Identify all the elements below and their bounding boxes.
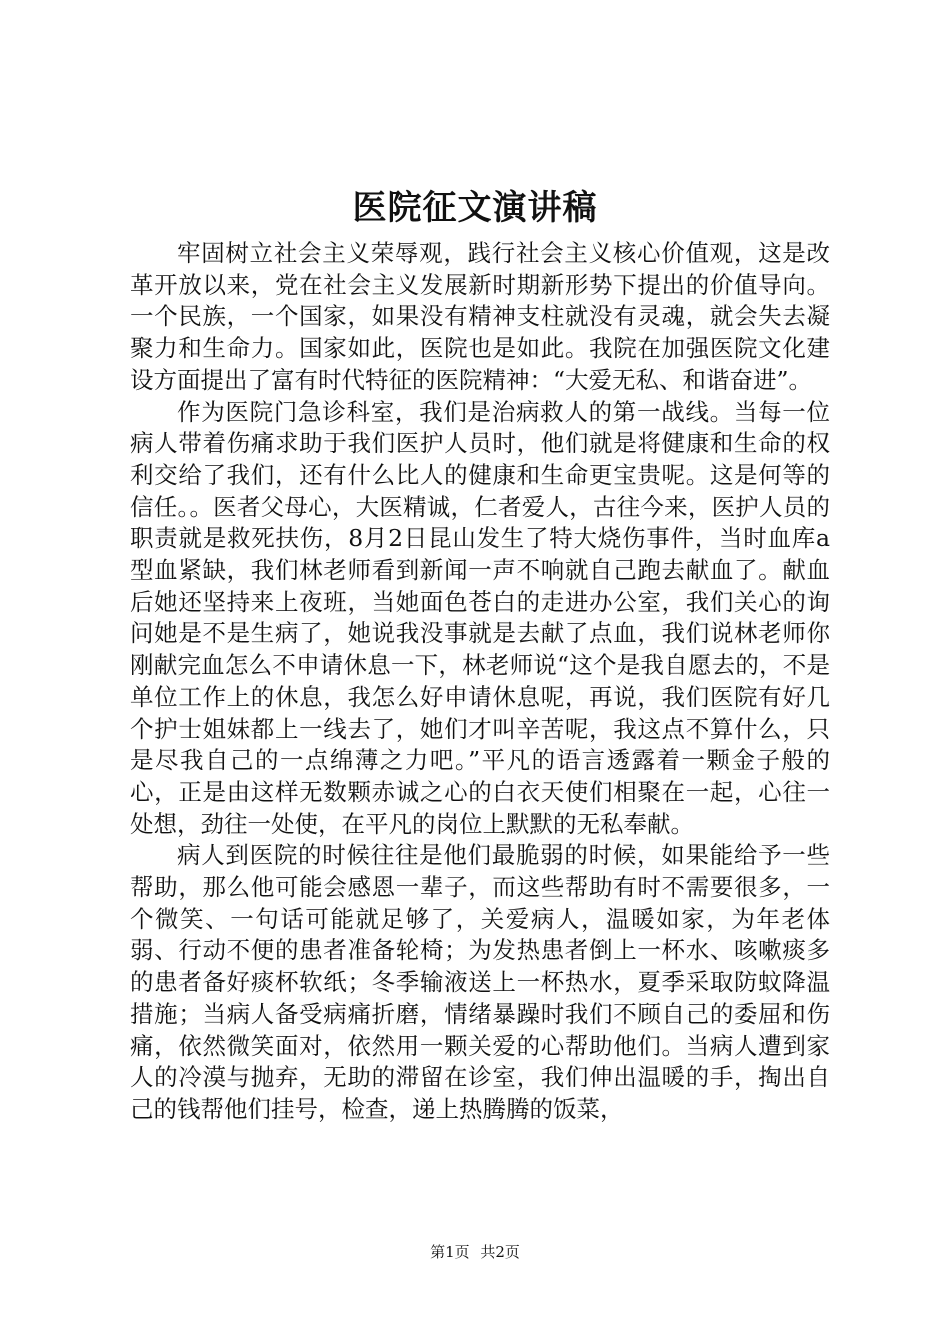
- page-total: 共2页: [480, 1243, 520, 1261]
- page-number: 第1页: [430, 1243, 470, 1261]
- paragraph-2: 作为医院门急诊科室，我们是治病救人的第一战线。当每一位病人带着伤痛求助于我们医护人员时，他们就是将健康和生命的权利交给了我们，还有什么比人的健康和生命更宝贵呢。这是何等的信任。。医者父母心，大医精诚，仁者爱人，古往今来，医护人员的职责就是救死扶伤，8月2日昆山发生了特大烧伤事件，当时血库a型血紧缺，我们林老师看到新闻一声不响就自己跑去献血了。献血后她还坚持来上夜班，当她面色苍白的走进办公室，我们关心的询问她是不是生病了，她说我没事就是去献了点血，我们说林老师你刚献完血怎么不申请休息一下，林老师说“这个是我自愿去的，不是单位工作上的休息，我怎么好申请休息呢，再说，我们医院有好几个护士姐妹都上一线去了，她们才叫辛苦呢，我这点不算什么，只是尽我自己的一点绵薄之力吧。”平凡的语言透露着一颗金子般的心，正是由这样无数颗赤诚之心的白衣天使们相聚在一起，心往一处想，劲往一处使，在平凡的岗位上默默的无私奉献。: [130, 397, 830, 838]
- document-body: [130, 238, 830, 1126]
- page-footer: [0, 1242, 950, 1262]
- paragraph-3: 病人到医院的时候往往是他们最脆弱的时候，如果能给予一些帮助，那么他可能会感恩一辈子，而这些帮助有时不需要很多，一个微笑、一句话可能就足够了，关爱病人，温暖如家，为年老体弱、行动不便的患者准备轮椅；为发热患者倒上一杯水、咳嗽痰多的患者备好痰杯软纸；冬季输液送上一杯热水，夏季采取防蚊降温措施；当病人备受病痛折磨，情绪暴躁时我们不顾自己的委屈和伤痛，依然微笑面对，依然用一颗关爱的心帮助他们。当病人遭到家人的冷漠与抛弃，无助的滞留在诊室，我们伸出温暖的手，掏出自己的钱帮他们挂号，检查，递上热腾腾的饭菜，: [130, 841, 830, 1123]
- document-title: 医院征文演讲稿: [352, 188, 598, 228]
- paragraph-1: 牢固树立社会主义荣辱观，践行社会主义核心价值观，这是改革开放以来，党在社会主义发展新时期新形势下提出的价值导向。一个民族，一个国家，如果没有精神支柱就没有灵魂，就会失去凝聚力和生命力。国家如此，医院也是如此。我院在加强医院文化建设方面提出了富有时代特征的医院精神：“大爱无私、和谐奋进”。: [130, 239, 830, 394]
